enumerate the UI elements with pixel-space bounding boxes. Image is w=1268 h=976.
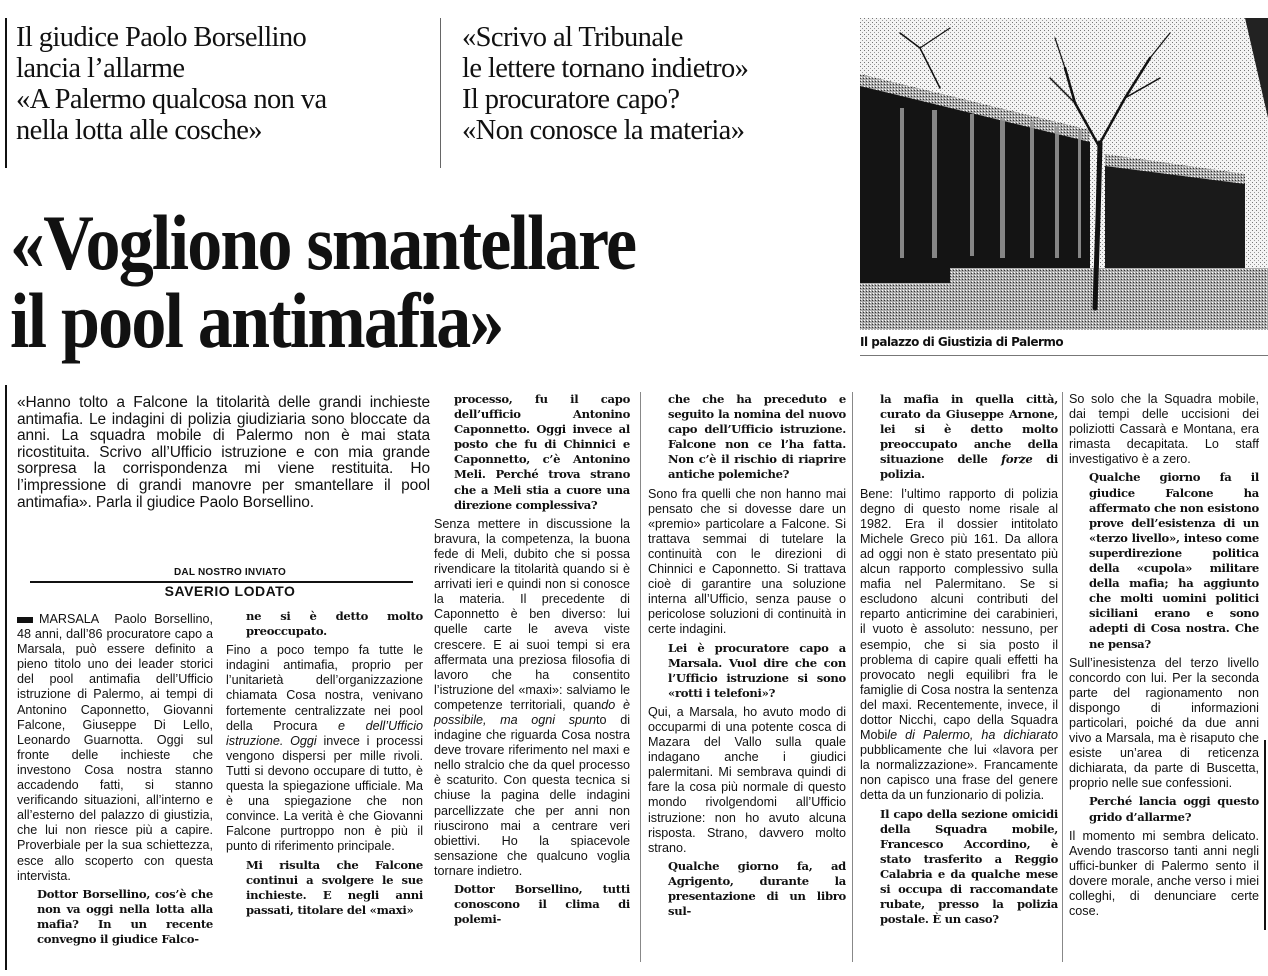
kicker-left [16, 22, 327, 146]
interview-question: Dottor Borsellino, tutti conoscono il clima di polemi- [454, 882, 630, 927]
kicker-left-line: Il giudice Paolo Borsellino [16, 22, 307, 53]
interview-question: Qualche giorno fa il giudice Falcone ha affermato che non esistono prove dell’esistenza di un «terzo livello», inteso come superdirezione politica della «cupola» militare della mafia; ha aggiunto che molti uomini politici siciliani erano e sono adepti di Cosa nostra. Che ne pensa? [1089, 470, 1259, 651]
question-text: la mafia in quella città, curato da Giuseppe Arnone, lei si è detto molto preoccupato anche della situazione delle [880, 392, 1058, 467]
article-column-2 [226, 609, 423, 922]
paragraph [226, 643, 423, 854]
byline-author: SAVERIO LODATO [164, 583, 296, 599]
right-margin-rule [1264, 740, 1266, 930]
lead-text: «Hanno tolto a Falcone la titolarità delle grandi inchieste antimafia. Le indagini di polizia giudiziaria sono bloccate da anni. La squadra mobile di Palermo non è mai stata ricostituita. Scrivo all’Ufficio istruzione e con mia grande sorpresa la corrispondenza mi viene restituita. Ho l’impressione di grandi manovre per smantellare il pool antimafia». Parla il giudice Paolo Borsellino. [17, 394, 430, 511]
interview-question: Dottor Borsellino, cos’è che non va oggi nella lotta alla mafia? In un recente convegno il giudice Falco- [37, 886, 213, 946]
article-column-4 [648, 392, 846, 923]
dateline-marker-icon [17, 617, 33, 623]
article-column-1 [17, 612, 213, 951]
paragraph-text: invece i processi vengono dispersi per mille rivoli. Tutti si devono occupare di tutto, è questa la spiegazione ufficiale. Ma è una spiegazione che non convince. La verità è che Giovanni Falcone purtroppo non è più il punto di riferimento principale. [226, 733, 424, 854]
interview-question-continued: che che ha preceduto e seguito la nomina del nuovo capo dell’Ufficio istruzione. Falcone non ce l’ha fatta. Non c’è il rischio di riaprire antiche polemiche? [668, 392, 846, 482]
column-divider [852, 392, 853, 962]
paragraph [17, 612, 213, 884]
interview-question: Lei è procuratore capo a Marsala. Vuol dire che con l’Ufficio istruzione si sono «rotti i telefoni»? [668, 640, 846, 700]
courthouse-photo-image [860, 18, 1268, 330]
kicker-left-line: lancia l’allarme [16, 53, 185, 84]
kicker-right-line: «Non conosce la materia» [462, 115, 745, 146]
paragraph: Sull’inesistenza del terzo livello concordo con lui. Per la seconda parte del ragionamento non dispongo di informazioni particolari, poiché da due anni vivo a Marsala, ma è risaputo che esiste un’area di reticenza dichiarata, da parte di Buscetta, proprio nelle sue confessioni. [1069, 655, 1259, 791]
left-margin-rule-top [5, 18, 7, 168]
interview-question-continued: processo, fu il capo dell’ufficio Antonino Caponnetto. Oggi invece al posto che fu di Chinnici e Caponnetto, c’è Antonino Meli. Perché trova strano che a Meli stia a cuore una direzione complessiva? [454, 392, 630, 512]
left-margin-rule-body [5, 385, 7, 970]
paragraph-text-italic: le di Palermo, ha dichiarato [887, 728, 1058, 743]
paragraph [434, 517, 630, 879]
byline-label: DAL NOSTRO INVIATO [174, 567, 286, 578]
courthouse-photo [860, 18, 1268, 330]
kicker-left-line: «A Palermo qualcosa non va [16, 84, 327, 115]
paragraph-text-italic: do è possibile, ma ogni spun [434, 697, 631, 727]
paragraph [860, 487, 1058, 804]
paragraph-text: Fino a poco tempo fa tutte le indagini antimafia, proprio per l’unitarietà dell’organizzazione chiamata Cosa nostra, venivano fortemente centralizzate nei pool della Procura [226, 643, 423, 733]
question-text: di polizia. [880, 452, 1058, 482]
interview-question: Perché lancia oggi questo grido d’allarme? [1089, 794, 1259, 824]
paragraph-text-italic: e dell’Ufficio istruzione. Oggi [226, 718, 423, 748]
paragraph-text: pubblicamente che lui «lavora per la normalizzazione». Francamente non capisco una frase del genere detta da un funzionario di polizia. [860, 743, 1058, 803]
interview-question: Il capo della sezione omicidi della Squadra mobile, Francesco Accordino, è stato trasferito a Reggio Calabria e da qualche mese si occupa di raccomandate rubate, presso la polizia postale. È un caso? [880, 806, 1058, 927]
article-column-6 [1069, 392, 1259, 919]
kicker-right [462, 22, 748, 146]
paragraph-text: Paolo Borsellino, 48 anni, dall’86 procuratore capo a Marsala, può essere definito a pieno titolo uno dei leader storici del pool antimafia dell’Ufficio istruzione di Palermo, ai tempi di Antonino Caponnetto, Giovanni Falcone, Giuseppe Di Lello, Leonardo Guarnotta. Oggi sul fronte delle inchieste che investono Cosa nostra stanno accadendo fatti, si stanno verificando situazioni, all’interno e all’esterno del palazzo di giustizia, che lui non riesce più a capire. Proverbiale per la sua schiettezza, esce allo scoperto con questa intervista. [17, 612, 213, 883]
photo-caption: Il palazzo di Giustizia di Palermo [860, 335, 1064, 349]
column-divider [640, 392, 641, 962]
article-column-3 [434, 392, 630, 931]
main-headline [10, 200, 636, 366]
headline-line: «Vogliono smantellare [10, 200, 636, 287]
kicker-right-line: Il procuratore capo? [462, 84, 680, 115]
headline-line: il pool antimafia» [10, 278, 503, 366]
kicker-left-line: nella lotta alle cosche» [16, 115, 262, 146]
question-text-italic: forze [1001, 452, 1033, 467]
kicker-divider-rule [440, 18, 441, 168]
paragraph: Qui, a Marsala, ho avuto modo di occuparmi di una potente cosca di Mazara del Vallo sulla quale indagano anche i giudici palermitani. Mi sembrava quindi di fare la cosa più normale di questo mondo rivolgendomi all’Ufficio istruzione: non ho avuto alcuna risposta. Strano, davvero molto strano. [648, 704, 846, 855]
interview-question-continued: ne si è detto molto preoccupato. [246, 609, 423, 639]
interview-question: Mi risulta che Falcone continui a svolgere le sue inchieste. E negli anni passati, titolare del «maxi» [246, 857, 423, 917]
paragraph: Il momento mi sembra delicato. Avendo trascorso tanti anni negli uffici-bunker di Palermo sento il dovere morale, anche verso i miei colleghi, di denunciare certe cose. [1069, 828, 1259, 919]
kicker-right-line: «Scrivo al Tribunale [462, 22, 683, 53]
dateline: MARSALA [39, 612, 100, 626]
paragraph-text: Senza mettere in discussione la bravura, la competenza, la buona fede di Meli, dubito che si possa rivendicare la titolarità quando si è arrivati ieri e quindi non si conosce la materia. Il precedente di Caponnetto è ben diverso: lui quelle carte le aveva viste crescere. E ai suoi tempi si era affermata una preziosa filosofia di lavoro che ha consentito l’istruzione del «maxi»: salviamo le competenze territoriali, quan [434, 516, 630, 712]
paragraph: Sono fra quelli che non hanno mai pensato che si dovesse dare un «premio» particolare a Falcone. Si trattava semmai di tutelare la continuità con le direzioni di Chinnici e Caponnetto. Si trattava cioè di garantire una soluzione interna all’Ufficio, senza pause o pericolose soluzioni di continuità in certe indagini. [648, 486, 846, 637]
paragraph-text: to di indagine che riguarda Cosa nostra deve trovare riferimento nel maxi e nello stralcio che da quel processo è scaturito. Con questa tecnica si chiuse la pagina delle indagini parcellizzate che per anni non riuscirono mai a centrare veri obiettivi. Ho la spiacevole sensazione che qualcuno voglia tornare indietro. [434, 712, 630, 878]
paragraph-text: Bene: l’ultimo rapporto di polizia degno di questo nome risale al 1982. Era il dossier intitolato Michele Greco più 161. Da allora ad oggi non è stato presentato più alcun rapporto complessivo sulla mafia nel Palermitano. Se si escludono alcuni contributi del reparto anticrimine dei carabinieri, il vuoto è assoluto: nessuno, per esempio, che si sia posto il problema di capire quali effetti ha provocato negli equilibri fra le famiglie di Cosa nostra la sentenza del maxi. Recentemente, invece, il dottor Nicchi, capo della Squadra Mobi [860, 486, 1058, 743]
caption-underline [860, 355, 1268, 356]
interview-question: Qualche giorno fa, ad Agrigento, durante la presentazione di un libro sul- [668, 858, 846, 919]
interview-question-continued [860, 392, 1058, 483]
kicker-right-line: le lettere tornano indietro» [462, 53, 749, 84]
paragraph: So solo che la Squadra mobile, dai tempi delle uccisioni dei poliziotti Cassarà e Montana, era rimasta decapitata. Lo staff investigativo è a zero. [1069, 392, 1259, 467]
article-column-5 [860, 392, 1058, 931]
article-lead [17, 395, 430, 511]
column-divider [1062, 392, 1063, 962]
